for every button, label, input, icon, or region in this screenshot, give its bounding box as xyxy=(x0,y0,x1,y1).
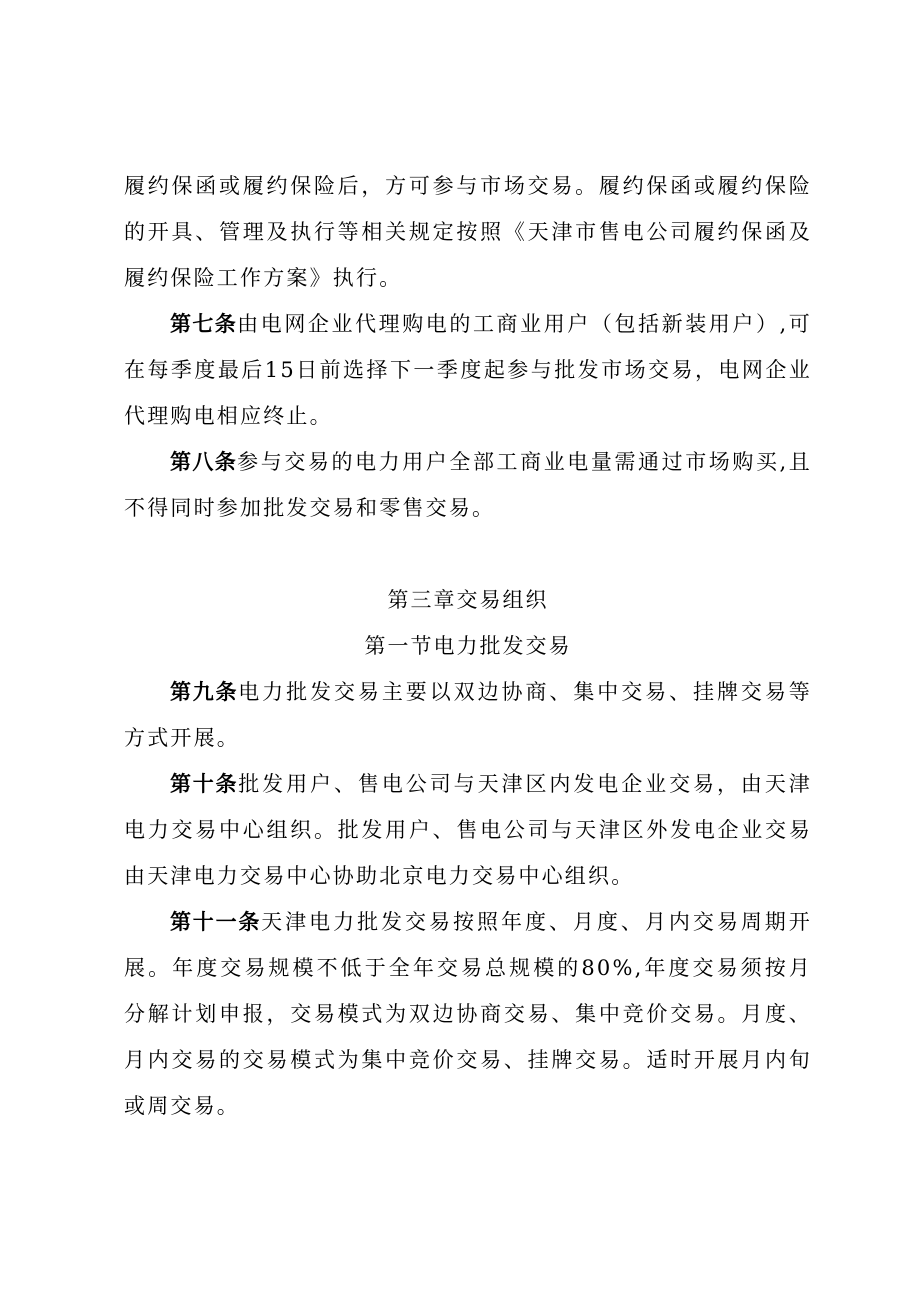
article-11-label: 第十一条 xyxy=(170,910,262,934)
paragraph-continuation: 履约保函或履约保险后，方可参与市场交易。履约保函或履约保险的开具、管理及执行等相关规定按照《天津市售电公司履约保函及履约保险工作方案》执行。 xyxy=(124,174,812,290)
section-title: 第一节电力批发交易 xyxy=(364,634,572,658)
article-8-text: 参与交易的电力用户全部工商业电量需通过市场购买,且不得同时参加批发交易和零售交易。 xyxy=(124,450,812,520)
article-10-text: 批发用户、售电公司与天津区内发电企业交易，由天津电力交易中心组织。批发用户、售电公司与天津区外发电企业交易由天津电力交易中心协助北京电力交易中心组织。 xyxy=(124,772,812,888)
article-9-label: 第九条 xyxy=(170,680,239,704)
article-7-label: 第七条 xyxy=(170,312,238,336)
article-7 xyxy=(124,301,812,439)
article-7-text: 由电网企业代理购电的工商业用户（包括新装用户）,可在每季度最后15日前选择下一季度起参与批发市场交易，电网企业代理购电相应终止。 xyxy=(124,312,812,428)
chapter-title: 第三章交易组织 xyxy=(387,588,549,612)
article-8-label: 第八条 xyxy=(170,450,238,474)
article-9-text: 电力批发交易主要以双边协商、集中交易、挂牌交易等方式开展。 xyxy=(124,680,812,750)
article-8 xyxy=(124,439,812,531)
article-10 xyxy=(124,761,812,899)
article-10-label: 第十条 xyxy=(170,772,239,796)
article-11 xyxy=(124,899,812,1129)
article-11-text: 天津电力批发交易按照年度、月度、月内交易周期开展。年度交易规模不低于全年交易总规模的80%,年度交易须按月分解计划申报，交易模式为双边协商交易、集中竞价交易。月度、月内交易的交易模式为集中竞价交易、挂牌交易。适时开展月内旬或周交易。 xyxy=(124,910,812,1118)
spacer xyxy=(124,531,812,577)
document-body xyxy=(124,163,812,1129)
article-9 xyxy=(124,669,812,761)
